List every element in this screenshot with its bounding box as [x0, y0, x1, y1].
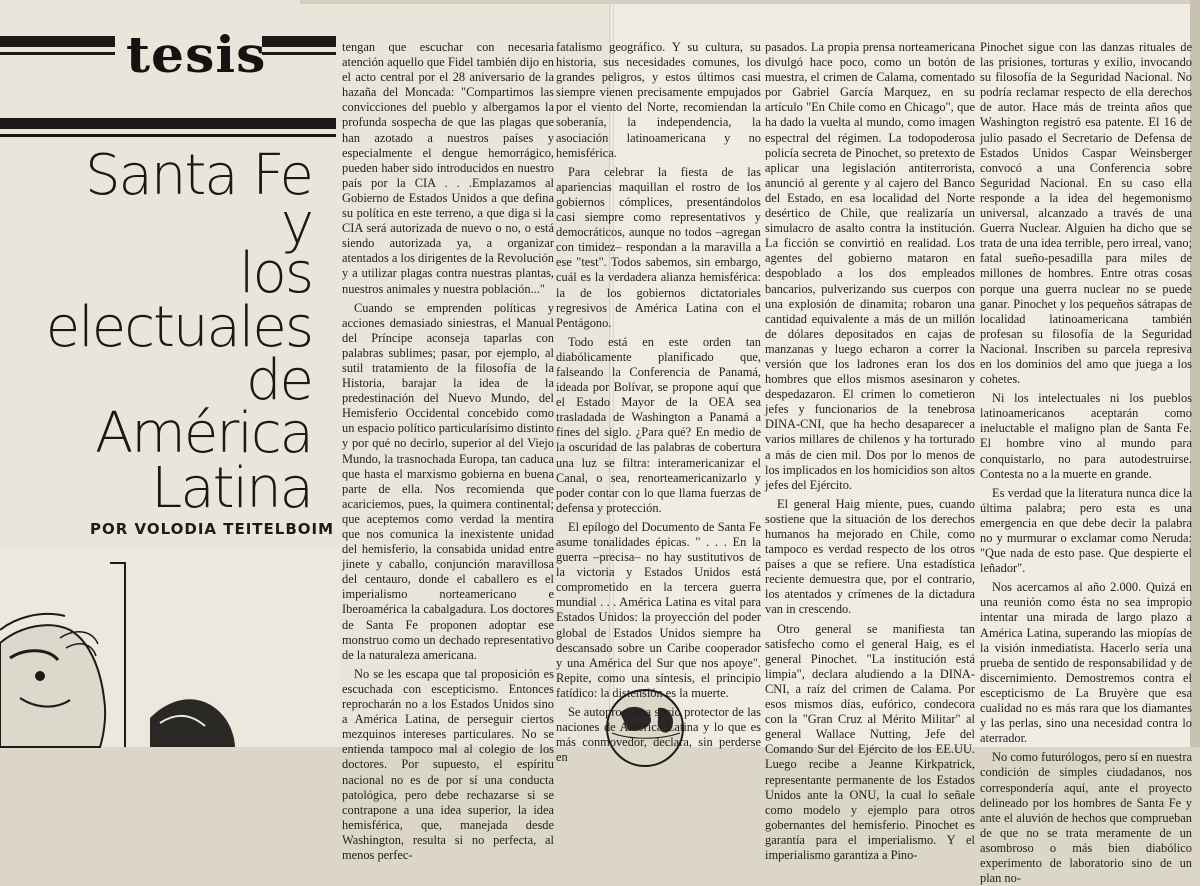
header-rule-thick [0, 36, 115, 47]
paper-top-edge [300, 0, 1200, 4]
article-column-3 [765, 40, 975, 862]
paragraph: tengan que escuchar con necesaria atención aquello que Fidel también dijo en el acto central por el 28 aniversario de la hazaña del Moncada: "Compartimos las convicciones del pueblo y albergamos la profunda sospecha de que las plagas que han azotado a nuestros países y especialmente el dengue hemorrágico, pueden haber sido introducidos en nuestro país por la CIA . . .Emplazamos al Gobierno de Estados Unidos a que defina su política en este terreno, a que diga si la CIA será autorizada de nuevo o no, o está siendo autorizada ya, a organizar atentados a los dirigentes de la Revolución y a utilizar plagas contra nuestras plantas, nuestros animales y nuestra población..." [342, 40, 554, 296]
paragraph: El epílogo del Documento de Santa Fe asume tonalidades épicas. " . . . En la guerra –precisa– no hay sustitutivos de la victoria y Estados Unidos está comprometido en la tercera guerra mundial . . . América Latina es vital para Estados Unidos: la proyección del poder global de Estados Unidos siempre ha descansado sobre un Caribe cooperador y una América del Sur que nos apoye". Repite, como una síntesis, el principio fatídico: la distensión es la muerte. [556, 519, 761, 700]
article-column-2 [556, 40, 761, 765]
paragraph: No se les escapa que tal proposición es escuchada con escepticismo. Entonces reprocharán no a los Estados Unidos sino a América Latina, de perseguir ciertos mezquinos intereses particulares. No se entienda tampoco mal al colegio de los doctores. Por supuesto, el espíritu nacional no es de por sí una conducta patológica, pero debe rechazarse si se contrapone a una idea superior, la idea hemisférica, que, manejada desde Washington, resulta si no perfecta, al menos perfec- [342, 666, 554, 862]
header-rule-thick-right [262, 36, 336, 47]
header-rule-thin [0, 52, 115, 55]
article-headline [0, 143, 312, 521]
paragraph: pasados. La propia prensa norteamericana divulgó hace poco, como un botón de muestra, el crimen de Calama, comentado por Gabriel García Marquez, en su artículo "En Chile como en Chicago", que ha dado la vuelta al mundo, como imagen espectral del régimen. La todopoderosa policía secreta de Pinochet, so pretexto de aplicar una legislación antiterrorista, anunció al gerente y al cajero del Banco del Estado, en esa localidad del Norte desértico de Chile, que realizaría un simulacro de asalto contra la institución. La ficción se convirtió en realidad. Los agentes del gobierno mataron en despoblado a los dos empleados bancarios, pulverizando sus cuerpos con una explosión de dinamita; robaron una cantidad equivalente a más de un millón de dólares depositados en cajas de manzanas y luego echaron a correr la versión que los ladrones eran los dos hombres que ellos mismos asesinaron y despedazaron. El crimen lo cometieron jefes y funcionarios de la tenebrosa DINA-CNI, que ha hecho desaparecer a varios millares de chilenos y ha torturado a más de cien mil. Dos por lo menos de los implicados en los homicidios son altos jefes del Ejército. [765, 40, 975, 492]
paragraph: Para celebrar la fiesta de las apariencias maquillan el rostro de los gobiernos cómplices, presentándolos casi siempre como representativos y democráticos, aunque no todos –agregan con timidez– respondan a la maravilla a ese "test". Todos sabemos, sin embargo, cuál es la verdadera alianza hemisférica: la de los gobiernos dictatoriales regresivos de América Latina con el Pentágono. [556, 164, 761, 330]
paragraph: Cuando se emprenden políticas y acciones demasiado siniestras, el Manual del Príncipe aconseja taparlas con palabras sublimes; pasar, por ejemplo, al sutil tratamiento de la filosofía de la Historia, barajar la idea de la predestinación del Nuevo Mundo, del Hemisferio Occidental concebido como un espacio político particularísimo distinto y por qué no decirlo, superior al del Viejo Mundo, la trasnochada Europa, tan caduca que hasta el marxismo gobierna en buena parte de ella. Nos recomienda que acariciemos, pues, la quimera continental; que aceptemos como verdad la mentira que nos comunica la inexistente unidad del hemisferio, la consabida unidad entre jinete y caballo, conjunción maravillosa del centauro, donde el caballero es el imperialismo norteamericano e Iberoamérica la cabalgadura. Los doctores de Santa Fe proponen adoptar ese monstruo como un dechado representativo de la naturaleza americana. [342, 300, 554, 662]
headline-line: Latina [151, 456, 312, 521]
paragraph: No como futurólogos, pero sí en nuestra condición de simples ciudadanos, nos correspondería aquí, ante el proyecto delineado por los hombres de Santa Fe y ante el aluvión de hechos que comprueban de que no se trata meramente de un asombroso o más bien diabólico experimento de laboratorio sino de un plan no- [980, 750, 1192, 886]
portrait-illustration [0, 548, 340, 747]
headline-line: América [95, 401, 312, 466]
paragraph: Pinochet sigue con las danzas rituales de las prisiones, torturas y exilio, invocando su filosofía de la Seguridad Nacional. No podría reclamar respecto de ella derechos de autor. Hace más de treinta años que Washington registró esa patente. El 16 de julio pasado el Secretario de Defensa de Estados Unidos Caspar Weinsberger convocó a una Conferencia sobre Seguridad Nacional. En su caso ella responde a la idea del hegemonismo universal, alcanzado a través de una Guerra Nuclear. Alguien ha dicho que se trata de una idea terrible, pero irreal, vano; fatal sueño-pesadilla para miles de millones de hombres. Entre otras cosas porque una guerra nuclear no se puede ganar. Pinochet y los pequeños sátrapas de localidad latinoamericana también profesan su filosofía de la Seguridad Nacional. Inscriben su parcela represiva en los dominios del amo que juega a los cohetes. [980, 40, 1192, 387]
headline-line: los [239, 241, 312, 306]
paragraph: Ni los intelectuales ni los pueblos latinoamericanos aceptarán como ineluctable el maligno plan de Santa Fe. El hombre vino al mundo para conquistarlo, no para autodestruirse. Contesta no a la muerte en grande. [980, 391, 1192, 481]
headline-line: y [280, 192, 312, 257]
paragraph: El general Haig miente, pues, cuando sostiene que la situación de los derechos humanos ha mejorado en Chile, como tampoco es verdad respecto de los otros países a que se refiere. Una estadística reciente demuestra que, por el contrario, los atentados y crímenes de la dictadura van in crescendo. [765, 496, 975, 617]
section-logo: tesis [126, 26, 267, 85]
title-rule-thick [0, 118, 336, 129]
paragraph: Se autoproclama socio protector de las naciones de América Latina y lo que es más conmovedor, declara, sin perderse en [556, 705, 761, 765]
article-column-4 [980, 40, 1192, 886]
headline-line: de [246, 348, 312, 413]
article-column-1 [342, 40, 554, 862]
header-rule-thin-right [262, 52, 336, 55]
paragraph: Nos acercamos al año 2.000. Quizá en una reunión como ésta no sea impropio intentar una mirada de largo plazo a América Latina, superando las miopías de la visión inmediatista. Hacerlo sería una prueba de sentido de responsabilidad y de discernimiento. Demostremos contra el escepticismo de La Bruyère que esa cualidad no es más rara que los diamantes y las perlas, sino una necesidad contra lo aterrador. [980, 580, 1192, 746]
paragraph: Todo está en este orden tan diabólicamente planificado que, falseando la Conferencia de Panamá, ideada por Bolívar, se propone aquí que el Estado Mayor de la OEA sea trasladada de Washington a Panamá a fines del siglo. ¿Para qué? En medio de la oscuridad de las palabras de cobertura una luz se filtra: interamericanizar el Canal, o sea, renorteamericanizarlo y poder contar con lo que llama fuerzas de defensa y protección. [556, 334, 761, 515]
paragraph: Otro general se manifiesta tan satisfecho como el general Haig, es el general Pinochet. "La institución está limpia", declara aludiendo a la DINA-CNI, a raíz del crimen de Calama. Por esos mismos días, eufórico, condecora con la "Gran Cruz al Mérito Militar" al general Wallace Nutting, Jefe del Comando Sur del Ejército de los EE.UU. Luego recibe a Jeanne Kirkpatrick, representante permanente de los Estados Unidos ante la ONU, la cual lo señale como modelo y ejemplo para otros gobernantes del hemisferio. Pinochet es garantía para el imperialismo. Y el imperialismo garantiza a Pino- [765, 621, 975, 862]
paragraph: Es verdad que la literatura nunca dice la última palabra; pero esta es una emergencia en que debe decir la palabra no y murmurar o exclamar como Neruda: "Que nada de esto pase. Que despierte el leñador". [980, 485, 1192, 576]
title-rule-thin [0, 134, 336, 137]
byline: POR VOLODIA TEITELBOIM [90, 520, 335, 538]
headline-line: Santa Fe [84, 143, 312, 208]
paragraph: fatalismo geográfico. Y su cultura, su historia, sus necesidades comunes, los grandes peligros, y estos últimos casi siempre vienen precisamente empujados por el viento del Norte, recomiendan la soberanía, la independencia, la asociación latinoamericana y no hemisférica. [556, 40, 761, 160]
headline-line: electuales [45, 295, 312, 360]
